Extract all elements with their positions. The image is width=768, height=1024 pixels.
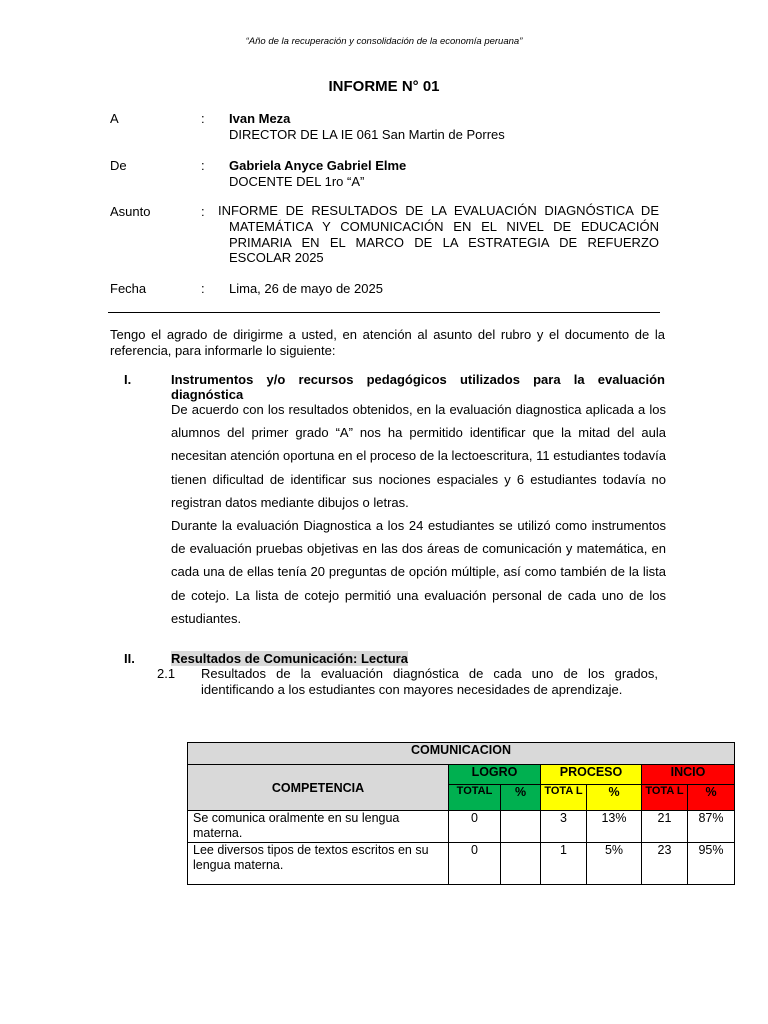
section1-number: I. xyxy=(124,372,132,387)
from-colon: : xyxy=(201,158,205,173)
header-quote: “Año de la recuperación y consolidación de la economía peruana” xyxy=(245,36,523,47)
results-table xyxy=(187,742,735,885)
from-label: De xyxy=(110,158,127,173)
row2-inicio-pct: 95% xyxy=(688,843,735,885)
inicio-header: INCIO xyxy=(642,765,735,785)
row1-competencia: Se comunica oralmente en su lengua materna. xyxy=(188,811,449,843)
intro-paragraph: Tengo el agrado de dirigirme a usted, en atención al asunto del rubro y el documento de la referencia, para informarle lo siguiente: xyxy=(110,327,665,358)
to-role: DIRECTOR DE LA IE 061 San Martin de Porres xyxy=(229,127,505,142)
row2-proceso-total: 1 xyxy=(541,843,587,885)
section2-title: Resultados de Comunicación: Lectura xyxy=(171,651,408,666)
table-row xyxy=(188,843,735,885)
logro-total-header: TOTAL xyxy=(449,785,501,811)
row1-inicio-pct: 87% xyxy=(688,811,735,843)
to-colon: : xyxy=(201,111,205,126)
section1-paragraph-1: De acuerdo con los resultados obtenidos, en la evaluación diagnostica aplicada a los alumnos del primer grado “A” nos ha permitido identificar que la mitad del aula necesitan atención oportuna en el proceso de la lectoescritura, 11 estudiantes todavía tienen dificultad de identificar sus nociones espaciales y 6 estudiantes todavía no registran datos mediante dibujos o letras. xyxy=(171,402,666,510)
table-row xyxy=(188,811,735,843)
section2-number: II. xyxy=(124,651,135,666)
subject-label: Asunto xyxy=(110,204,151,219)
row1-logro-pct xyxy=(501,811,541,843)
divider-line xyxy=(108,312,660,313)
report-title: INFORME N° 01 xyxy=(328,78,440,95)
section1-paragraph-2: Durante la evaluación Diagnostica a los 24 estudiantes se utilizó como instrumentos de evaluación pruebas objetivas en las dos áreas de comunicación y matemática, en cada una de ellas tenía 20 preguntas de opción múltiple, así como también de la lista de cotejo. La lista de cotejo permitió una evaluación personal de cada uno de los estudiantes. xyxy=(171,518,666,626)
logro-pct-header: % xyxy=(501,785,541,811)
logro-header: LOGRO xyxy=(449,765,541,785)
proceso-total-header: TOTA L xyxy=(541,785,587,811)
to-name: Ivan Meza xyxy=(229,111,291,126)
row1-logro-total: 0 xyxy=(449,811,501,843)
row2-inicio-total: 23 xyxy=(642,843,688,885)
from-name: Gabriela Anyce Gabriel Elme xyxy=(229,158,407,173)
row1-proceso-pct: 13% xyxy=(587,811,642,843)
date-label: Fecha xyxy=(110,281,147,296)
from-role: DOCENTE DEL 1ro “A” xyxy=(229,174,365,189)
inicio-total-header: TOTA L xyxy=(642,785,688,811)
row1-proceso-total: 3 xyxy=(541,811,587,843)
row2-proceso-pct: 5% xyxy=(587,843,642,885)
subject-colon: : xyxy=(201,204,205,219)
subsection-text: Resultados de la evaluación diagnóstica de cada uno de los grados, identificando a los estudiantes con mayores necesidades de aprendizaje. xyxy=(201,666,658,697)
proceso-header: PROCESO xyxy=(541,765,642,785)
competencia-header: COMPETENCIA xyxy=(188,765,449,811)
subject-text: INFORME DE RESULTADOS DE LA EVALUACIÓN DIAGNÓSTICA DE MATEMÁTICA Y COMUNICACIÓN EN EL NIVEL DE EDUCACIÓN PRIMARIA EN EL MARCO DE LA ESTRATEGIA DE REFUERZO ESCOLAR 2025 xyxy=(218,203,659,266)
date-value: Lima, 26 de mayo de 2025 xyxy=(229,281,383,296)
proceso-pct-header: % xyxy=(587,785,642,811)
table-title: COMUNICACION xyxy=(188,743,735,765)
row2-logro-pct xyxy=(501,843,541,885)
row2-competencia: Lee diversos tipos de textos escritos en su lengua materna. xyxy=(188,843,449,885)
to-label: A xyxy=(110,111,119,126)
subsection-number: 2.1 xyxy=(157,666,176,681)
row2-logro-total: 0 xyxy=(449,843,501,885)
inicio-pct-header: % xyxy=(688,785,735,811)
section1-title: Instrumentos y/o recursos pedagógicos utilizados para la evaluación diagnóstica xyxy=(171,372,665,402)
row1-inicio-total: 21 xyxy=(642,811,688,843)
date-colon: : xyxy=(201,281,205,296)
